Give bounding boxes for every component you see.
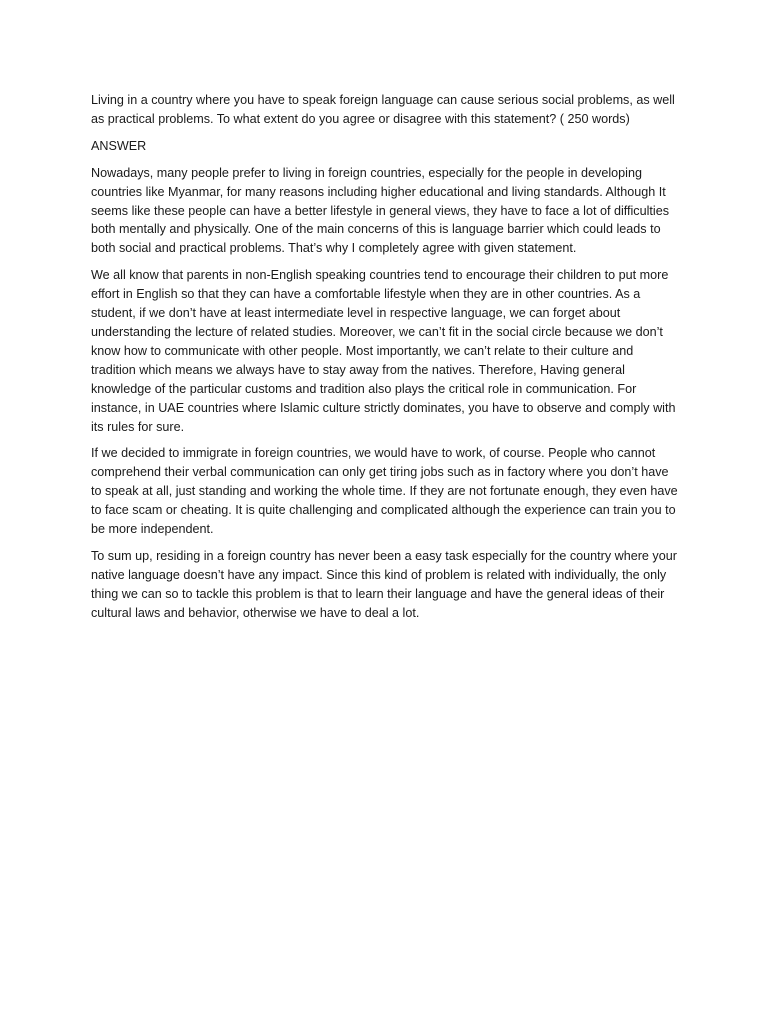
paragraph-body-1: We all know that parents in non-English speaking countries tend to encourage their children to put more effort in English so that they can have a comfortable lifestyle when they are in other countries. As a student, if we don’t have at least intermediate level in respective language, we can forget about understanding the lecture of related studies. Moreover, we can’t fit in the social circle because we don’t know how to communicate with other people. Most importantly, we can’t relate to their culture and tradition which means we always have to stay away from the natives. Therefore, Having general knowledge of the particular customs and tradition also plays the critical role in communication. For instance, in UAE countries where Islamic culture strictly dominates, you have to observe and comply with its rules for sure. xyxy=(91,268,676,434)
paragraph-introduction: Nowadays, many people prefer to living in foreign countries, especially for the people in developing countries like Myanmar, for many reasons including higher educational and living standards. Although It seems like these people can have a better lifestyle in general views, they have to face a lot of difficulties both mentally and physically. One of the main concerns of this is language barrier which could leads to both social and practical problems. That’s why I completely agree with given statement. xyxy=(91,165,670,256)
paragraph-body-2: If we decided to immigrate in foreign countries, we would have to work, of course. People who cannot comprehend their verbal communication can only get tiring jobs such as in factory where you don’t have to speak at all, just standing and working the whole time. If they are not fortunate enough, they even have to face scam or cheating. It is quite challenging and complicated although the experience can train you to be more independent. xyxy=(91,446,678,537)
paragraph-conclusion: To sum up, residing in a foreign country has never been a easy task especially for the country where your native language doesn’t have any impact. Since this kind of problem is related with individually, the only thing we can so to tackle this problem is that to learn their language and have the general ideas of their cultural laws and behavior, otherwise we have to deal a lot. xyxy=(91,548,677,620)
document-body xyxy=(91,91,679,631)
answer-heading: ANSWER xyxy=(91,138,147,153)
essay-question: Living in a country where you have to speak foreign language can cause serious social problems, as well as practical problems. To what extent do you agree or disagree with this statement? ( 250 words) xyxy=(91,93,675,126)
